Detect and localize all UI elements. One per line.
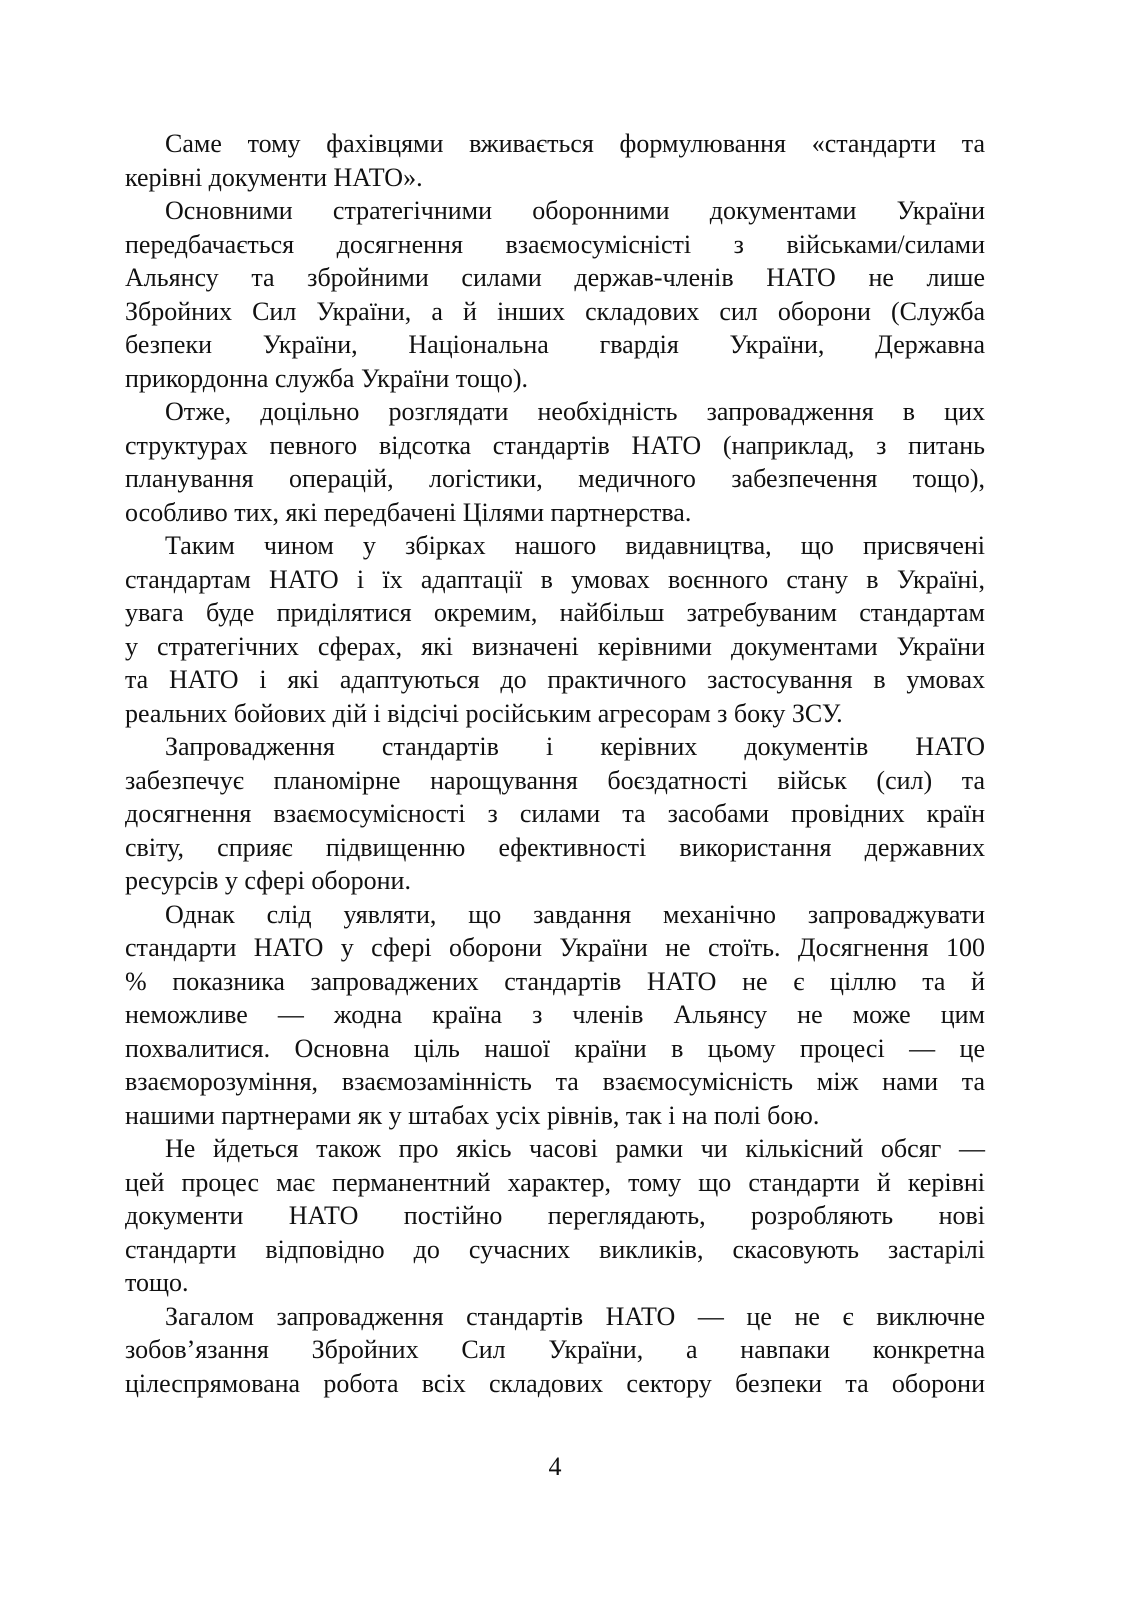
text-line: Запровадження стандартів і керівних документів НАТО bbox=[165, 732, 985, 761]
text-line: стандарти НАТО у сфері оборони України не стоїть. Досягнення 100 bbox=[125, 933, 985, 962]
text-line: у стратегічних сферах, які визначені керівними документами України bbox=[125, 631, 985, 661]
text-line: світу, сприяє підвищенню ефективності використання державних bbox=[125, 832, 985, 862]
paragraph bbox=[125, 127, 985, 194]
text-line: Однак слід уявляти, що завдання механічно запроваджувати bbox=[165, 899, 985, 929]
text-line: керівні документи НАТО». bbox=[125, 162, 423, 192]
text-line: планування операцій, логістики, медичного забезпечення тощо), bbox=[125, 464, 985, 493]
text-line: документи НАТО постійно переглядають, розробляють нові bbox=[125, 1201, 985, 1230]
text-line: Отже, доцільно розглядати необхідність запровадження в цих bbox=[165, 397, 985, 426]
text-line: безпеки України, Національна гвардія України, Державна bbox=[125, 330, 985, 359]
text-line: забезпечує планомірне нарощування боєздатності військ (сил) та bbox=[125, 765, 985, 795]
text-line: Не йдеться також про якісь часові рамки чи кількісний обсяг — bbox=[165, 1134, 985, 1163]
text-line: тощо. bbox=[125, 1268, 189, 1297]
text-line: досягнення взаємосумісності з силами та засобами провідних країн bbox=[125, 799, 985, 828]
text-line: реальних бойових дій і відсічі російським агресорам з боку ЗСУ. bbox=[125, 698, 843, 728]
paragraph bbox=[125, 395, 985, 529]
text-line: прикордонна служба України тощо). bbox=[125, 363, 528, 393]
text-line: похвалитися. Основна ціль нашої країни в цьому процесі — це bbox=[125, 1033, 985, 1063]
text-line: Таким чином у збірках нашого видавництва, що присвячені bbox=[165, 531, 985, 560]
paragraph bbox=[125, 1132, 985, 1300]
paragraph bbox=[125, 529, 985, 730]
text-line: неможливе — жодна країна з членів Альянсу не може цим bbox=[125, 1000, 985, 1029]
page-number: 4 bbox=[548, 1452, 562, 1481]
text-line: стандарти відповідно до сучасних викликів, скасовують застарілі bbox=[125, 1234, 985, 1264]
text-line: Збройних Сил України, а й інших складових сил оборони (Служба bbox=[125, 296, 985, 326]
text-line: % показника запроваджених стандартів НАТО не є ціллю та й bbox=[125, 966, 985, 996]
text-line: Основними стратегічними оборонними документами України bbox=[165, 196, 985, 225]
text-line: Саме тому фахівцями вживається формулювання «стандарти та bbox=[165, 129, 985, 158]
text-line: стандартам НАТО і їх адаптації в умовах воєнного стану в Україні, bbox=[125, 564, 985, 594]
text-line: цей процес має перманентний характер, тому що стандарти й керівні bbox=[125, 1167, 985, 1197]
paragraph bbox=[125, 1300, 985, 1401]
text-line: особливо тих, які передбачені Цілями партнерства. bbox=[125, 497, 692, 527]
paragraph bbox=[125, 898, 985, 1133]
text-line: цілеспрямована робота всіх складових сектору безпеки та оборони bbox=[125, 1368, 985, 1398]
text-line: зобов’язання Збройних Сил України, а навпаки конкретна bbox=[125, 1335, 985, 1364]
body-text bbox=[125, 127, 985, 1400]
text-line: структурах певного відсотка стандартів НАТО (наприклад, з питань bbox=[125, 430, 985, 460]
paragraph bbox=[125, 194, 985, 395]
text-line: передбачається досягнення взаємосумісністі з військами/силами bbox=[125, 229, 985, 259]
text-line: Альянсу та збройними силами держав-членів НАТО не лише bbox=[125, 263, 985, 292]
text-line: увага буде приділятися окремим, найбільш затребуваним стандартам bbox=[125, 598, 985, 627]
paragraph bbox=[125, 730, 985, 898]
text-line: та НАТО і які адаптуються до практичного застосування в умовах bbox=[125, 665, 985, 694]
text-line: взаєморозуміння, взаємозамінність та взаємосумісність між нами та bbox=[125, 1067, 985, 1096]
text-line: Загалом запровадження стандартів НАТО — це не є виключне bbox=[165, 1301, 985, 1331]
text-line: ресурсів у сфері оборони. bbox=[125, 866, 411, 895]
text-line: нашими партнерами як у штабах усіх рівнів, так і на полі бою. bbox=[125, 1100, 820, 1130]
